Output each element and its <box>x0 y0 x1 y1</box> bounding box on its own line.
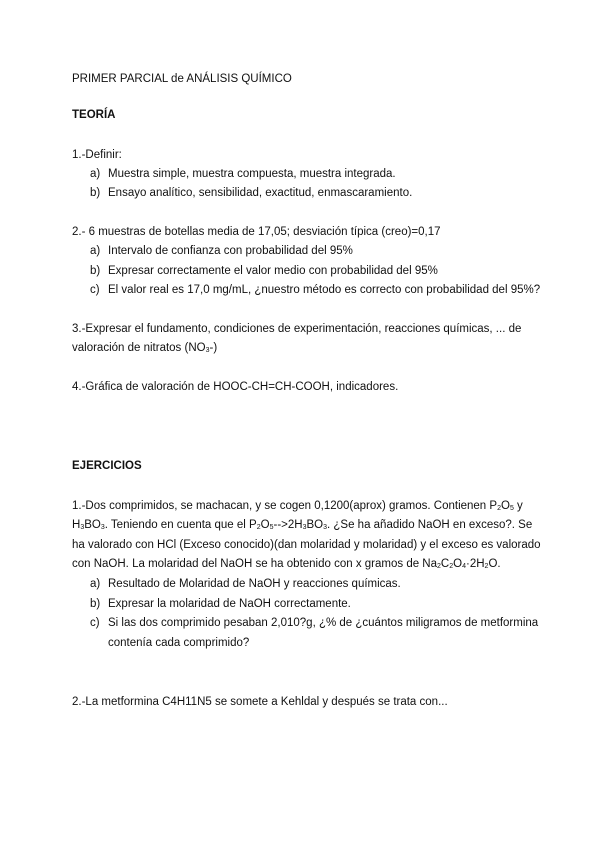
e1-c-marker: c) <box>90 617 100 629</box>
q1-b-marker: b) <box>90 187 101 199</box>
q2-a-marker: a) <box>90 245 101 257</box>
e1-c-text: Si las dos comprimido pesaban 2,010?g, ¿% de ¿cuántos miligramos de metformina <box>108 617 539 629</box>
e1-b-marker: b) <box>90 598 101 610</box>
q2-b-text: Expresar correctamente el valor medio con probabilidad del 95% <box>108 265 438 277</box>
q1-a-marker: a) <box>90 168 101 180</box>
q1-b-text: Ensayo analítico, sensibilidad, exactitud, enmascaramiento. <box>108 187 413 199</box>
e1-line4: con NaOH. La molaridad del NaOH se ha obtenido con x gramos de $Na_2C_2O_4\cdot 2H_2O$. <box>72 558 501 570</box>
q1-intro: 1.-Definir: <box>72 149 122 161</box>
e1-c-text-cont: contenía cada comprimido? <box>108 637 250 649</box>
e1-a-text: Resultado de Molaridad de NaOH y reacciones químicas. <box>108 578 401 590</box>
teoria-heading: TEORÍA <box>72 109 116 121</box>
e2-text: 2.-La metformina C4H11N5 se somete a Kehldal y después se trata con... <box>72 696 448 708</box>
q2-b-marker: b) <box>90 265 101 277</box>
q4-text: 4.-Gráfica de valoración de HOOC-CH=CH-COOH, indicadores. <box>72 381 399 393</box>
e1-line3: ha valorado con HCl (Exceso conocido)(dan molaridad y molaridad) y el exceso es valorado <box>72 539 541 551</box>
e1-b-text: Expresar la molaridad de NaOH correctamente. <box>108 598 351 610</box>
q1-a-text: Muestra simple, muestra compuesta, muestra integrada. <box>108 168 396 180</box>
q2-intro: 2.- 6 muestras de botellas media de 17,05; desviación típica (creo)=0,17 <box>72 226 441 238</box>
q2-a-text: Intervalo de confianza con probabilidad del 95% <box>108 245 353 257</box>
e1-line2: $H_3BO_3$. Teniendo en cuenta que el $P_2O_5-->2H_3BO_3$. ¿Se ha añadido NaOH en exceso?. Se <box>72 519 533 531</box>
q2-c-marker: c) <box>90 284 100 296</box>
q2-c-text: El valor real es 17,0 mg/mL, ¿nuestro método es correcto con probabilidad del 95%? <box>108 284 541 296</box>
document-title: PRIMER PARCIAL de ANÁLISIS QUÍMICO <box>72 73 292 85</box>
e1-a-marker: a) <box>90 578 101 590</box>
e1-line1: 1.-Dos comprimidos, se machacan, y se cogen 0,1200(aprox) gramos. Contienen $P_2O_5$ y <box>72 500 523 512</box>
q3-line1: 3.-Expresar el fundamento, condiciones de experimentación, reacciones químicas, ... de <box>72 323 522 335</box>
q3-line2: valoración de nitratos $(NO_3-)$ <box>72 342 218 354</box>
ejercicios-heading: EJERCICIOS <box>72 460 142 472</box>
